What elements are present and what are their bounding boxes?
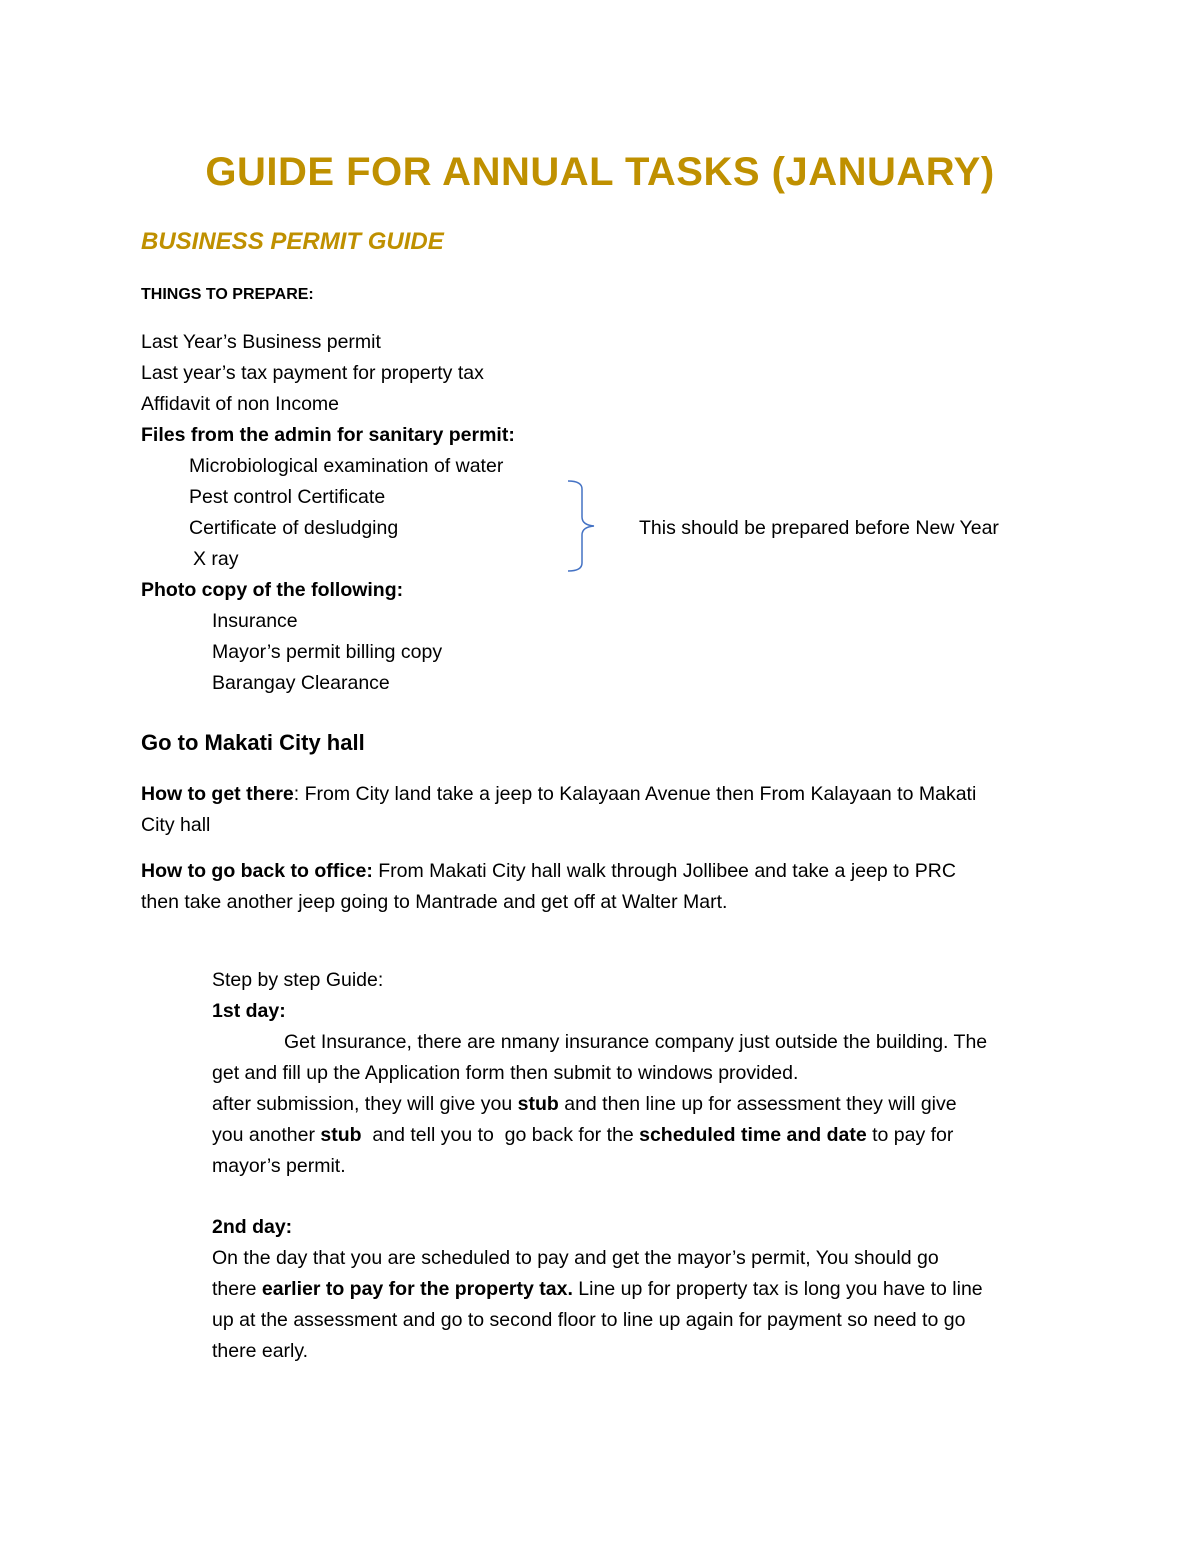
how-back-line xyxy=(141,856,956,887)
prepare-item: Last year’s tax payment for property tax xyxy=(141,362,484,384)
day1-text: and tell you to go back for the xyxy=(361,1124,640,1146)
day1-text: to pay for xyxy=(866,1124,954,1146)
sanitary-heading: Files from the admin for sanitary permit: xyxy=(141,424,515,446)
day1-text: and then line up for assessment they will give xyxy=(558,1093,957,1115)
photocopy-item: Barangay Clearance xyxy=(212,672,390,694)
steps-heading: Step by step Guide: xyxy=(212,969,384,991)
day2-bold: earlier to pay for the property tax. xyxy=(261,1278,573,1300)
prepare-heading: THINGS TO PREPARE: xyxy=(141,286,314,303)
day1-text: after submission, they will give you xyxy=(212,1093,518,1115)
section-subtitle: BUSINESS PERMIT GUIDE xyxy=(141,228,444,255)
day2-text: there xyxy=(212,1278,262,1300)
day1-bold: stub xyxy=(320,1124,362,1146)
day2-line: up at the assessment and go to second floor to line up again for payment so need to go xyxy=(212,1309,966,1331)
page-title: GUIDE FOR ANNUAL TASKS (JANUARY) xyxy=(205,150,995,194)
photocopy-item: Mayor’s permit billing copy xyxy=(212,641,443,663)
how-back-text: From Makati City hall walk through Jollibee and take a jeep to PRC xyxy=(372,860,956,882)
curly-bracket xyxy=(566,479,600,573)
how-back-line: then take another jeep going to Mantrade and get off at Walter Mart. xyxy=(141,891,728,913)
day1-line: mayor’s permit. xyxy=(212,1155,346,1177)
bracket-note: This should be prepared before New Year xyxy=(639,517,999,539)
how-to-get-text: : From City land take a jeep to Kalayaan Avenue then From Kalayaan to Makati xyxy=(293,783,977,805)
sanitary-item: X ray xyxy=(193,548,239,570)
sanitary-item: Certificate of desludging xyxy=(189,517,399,539)
city-hall-heading: Go to Makati City hall xyxy=(141,730,365,755)
day2-label: 2nd day: xyxy=(212,1216,293,1238)
prepare-item: Affidavit of non Income xyxy=(141,393,340,415)
day1-line xyxy=(212,1120,953,1151)
day1-text: you another xyxy=(212,1124,321,1146)
sanitary-item: Microbiological examination of water xyxy=(189,455,504,477)
day1-line xyxy=(212,1089,957,1120)
day1-bold: stub xyxy=(517,1093,559,1115)
day1-bold: scheduled time and date xyxy=(639,1124,867,1146)
day2-text: Line up for property tax is long you have to line xyxy=(572,1278,983,1300)
photocopy-heading: Photo copy of the following: xyxy=(141,579,404,601)
photocopy-item: Insurance xyxy=(212,610,298,632)
how-back-label: How to go back to office: xyxy=(141,860,373,882)
how-to-get-line xyxy=(141,779,976,810)
prepare-item: Last Year’s Business permit xyxy=(141,331,381,353)
day2-line: there early. xyxy=(212,1340,309,1362)
sanitary-item: Pest control Certificate xyxy=(189,486,386,508)
how-to-get-line: City hall xyxy=(141,814,211,836)
day1-line: get and fill up the Application form then submit to windows provided. xyxy=(212,1062,799,1084)
day2-line: On the day that you are scheduled to pay and get the mayor’s permit, You should go xyxy=(212,1247,939,1269)
day1-label: 1st day: xyxy=(212,1000,286,1022)
day2-line xyxy=(212,1274,983,1305)
day1-line: Get Insurance, there are nmany insurance company just outside the building. The xyxy=(284,1031,988,1053)
how-to-get-label: How to get there xyxy=(141,783,294,805)
